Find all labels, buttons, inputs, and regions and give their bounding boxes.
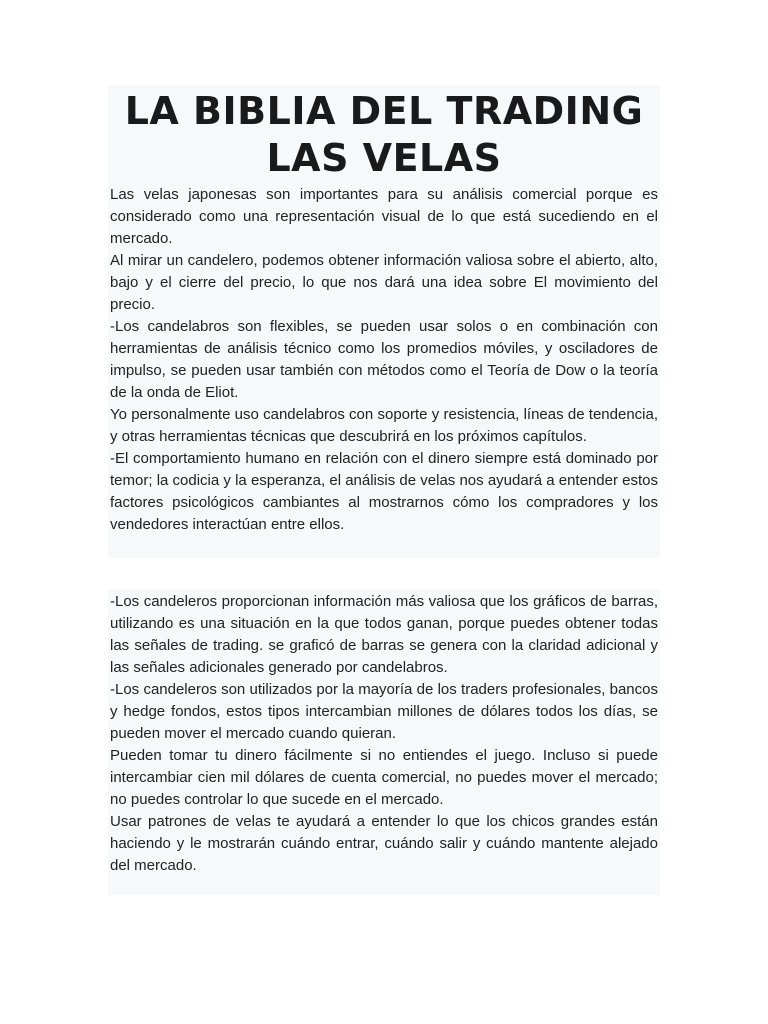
paragraph: -Los candeleros son utilizados por la mayoría de los traders profesionales, bancos y hedge fondos, estos tipos intercambian millones de dólares todos los días, se pueden mover el mercado cuando quieran. — [110, 681, 658, 742]
paragraph: -Los candelabros son flexibles, se pueden usar solos o en combinación con herramientas de análisis técnico como los promedios móviles, y osciladores de impulso, se pueden usar también con métodos como el Teoría de Dow o la teoría de la onda de Eliot. — [110, 318, 658, 401]
paragraph: -Los candeleros proporcionan información más valiosa que los gráficos de barras, utilizando es una situación en la que todos ganan, porque puedes obtener todas las señales de trading. se graficó de barras se genera con la claridad adicional y las señales adicionales generado por candelabros. — [110, 593, 658, 676]
text-block-1 — [108, 86, 660, 558]
paragraph: Pueden tomar tu dinero fácilmente si no entiendes el juego. Incluso si puede intercambiar cien mil dólares de cuenta comercial, no puedes mover el mercado; no puedes controlar lo que sucede en el mercado. — [110, 747, 658, 808]
paragraph: Al mirar un candelero, podemos obtener información valiosa sobre el abierto, alto, bajo y el cierre del precio, lo que nos dará una idea sobre El movimiento del precio. — [110, 252, 658, 313]
title-line-2: LAS VELAS — [266, 136, 502, 180]
paragraph: Las velas japonesas son importantes para su análisis comercial porque es considerado como una representación visual de lo que está sucediendo en el mercado. — [110, 186, 658, 247]
document-title — [108, 86, 660, 182]
section-2-paragraphs — [108, 590, 660, 877]
section-1-paragraphs — [108, 184, 660, 536]
paragraph: Usar patrones de velas te ayudará a entender lo que los chicos grandes están haciendo y le mostrarán cuándo entrar, cuándo salir y cuándo mantente alejado del mercado. — [110, 813, 658, 874]
text-block-2 — [108, 590, 660, 895]
paragraph: -El comportamiento humano en relación con el dinero siempre está dominado por temor; la codicia y la esperanza, el análisis de velas nos ayudará a entender estos factores psicológicos cambiantes al mostrarnos cómo los compradores y los vendedores interactúan entre ellos. — [110, 450, 658, 533]
paragraph: Yo personalmente uso candelabros con soporte y resistencia, líneas de tendencia, y otras herramientas técnicas que descubrirá en los próximos capítulos. — [110, 406, 658, 445]
title-line-1: LA BIBLIA DEL TRADING — [124, 89, 644, 133]
